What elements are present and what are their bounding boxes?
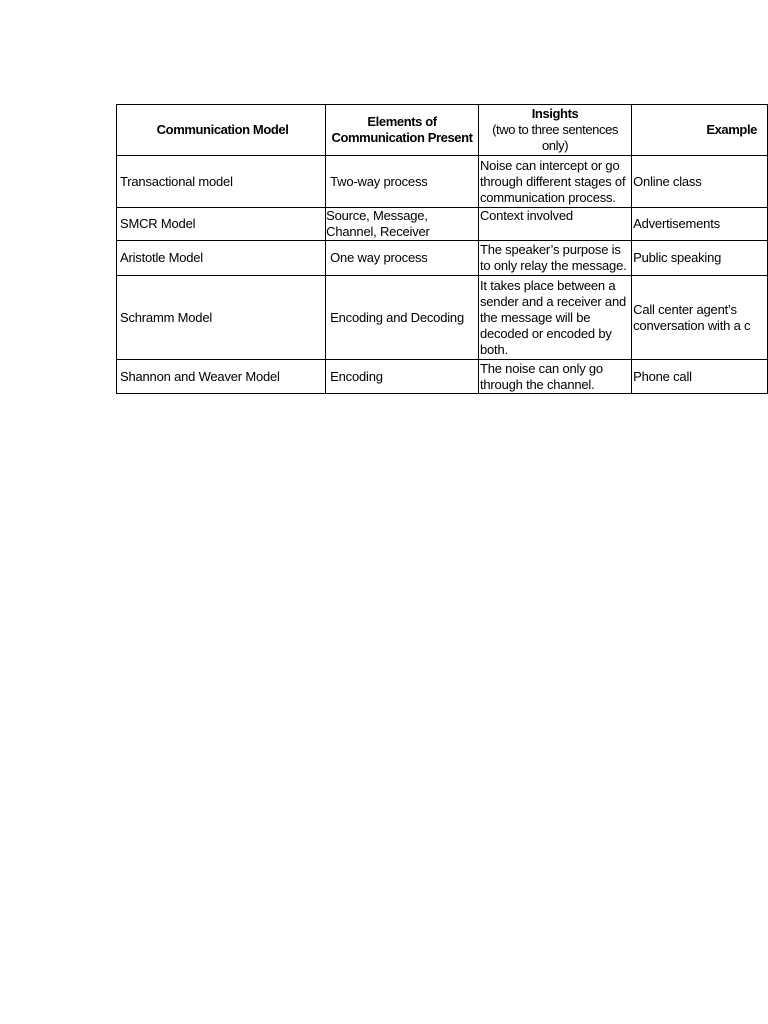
cell-example-text: Online class [633,173,702,189]
cell-insights-text: Context involved [479,208,573,223]
cell-insights-text: The noise can only go through the channel. [479,360,603,392]
cell-example [632,360,768,394]
cell-elements-text: Source, Message, Channel, Receiver [326,208,430,239]
header-example-text: Example [706,122,757,137]
cell-insights [478,208,631,241]
cell-elements-text: Encoding [330,368,383,384]
cell-elements [326,360,479,394]
header-communication-model [117,105,326,156]
cell-insights [478,276,631,360]
cell-insights-text: Noise can intercept or go through different stages of communication process. [479,157,626,205]
cell-example [632,241,768,276]
cell-model-text: Shannon and Weaver Model [120,368,280,384]
cell-elements [326,276,479,360]
cell-insights [478,241,631,276]
cell-model [117,156,326,208]
table-row [117,276,768,360]
cell-elements [326,208,479,241]
cell-model [117,208,326,241]
cell-model-text: SMCR Model [120,216,196,231]
table-row [117,241,768,276]
cell-example-text: Public speaking [633,250,722,265]
cell-insights-text: It takes place between a sender and a receiver and the message will be decoded or encoded by both. [479,277,627,357]
header-insights-text: Insights [531,106,579,121]
cell-insights-text: The speaker’s purpose is to only relay the message. [479,242,627,273]
cell-model [117,241,326,276]
header-elements-line2: Communication Present [331,130,473,145]
header-communication-model-text: Communication Model [156,122,289,137]
cell-elements-text: Encoding and Decoding [330,309,464,325]
cell-example-text: Phone call [633,368,692,384]
table-header-row [117,105,768,156]
cell-elements-text: One way process [330,250,428,265]
table-row [117,208,768,241]
cell-model [117,276,326,360]
cell-example-text: Advertisements [633,216,720,231]
cell-example [632,156,768,208]
cell-example [632,208,768,241]
header-elements-line1: Elements of [367,114,437,129]
table-row [117,156,768,208]
cell-model-text: Transactional model [120,173,233,189]
cell-insights [478,360,631,394]
header-insights [478,105,631,156]
header-insights-subtext: (two to three sentences only) [492,122,619,153]
cell-model-text: Aristotle Model [120,250,203,265]
cell-elements-text: Two-way process [330,173,428,189]
cell-example-text: Call center agent’s conversation with a c [633,301,751,333]
header-elements [326,105,479,156]
cell-model-text: Schramm Model [120,309,213,325]
cell-elements [326,156,479,208]
cell-insights [478,156,631,208]
communication-models-table [116,104,768,394]
cell-example [632,276,768,360]
table-row [117,360,768,394]
cell-model [117,360,326,394]
header-example [632,105,768,156]
cell-elements [326,241,479,276]
